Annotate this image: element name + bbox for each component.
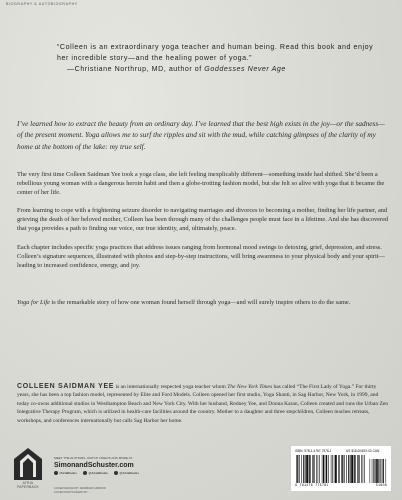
description-body <box>17 170 389 307</box>
publisher-imprint: PAPERBACK <box>17 485 39 489</box>
credit-line: COVER PHOTOGRAPH BY ... <box>54 490 91 494</box>
publisher-wordmark: ATRIA <box>22 481 34 485</box>
website-link[interactable]: SimonandSchuster.com <box>54 461 134 469</box>
quote-attribution <box>67 64 375 75</box>
instagram-icon <box>114 471 118 475</box>
credit-line: COVER DESIGN BY JENNIFER CARROW <box>54 487 106 490</box>
web-line: MEET THE AUTHORS, WATCH VIDEOS AND MORE AT <box>54 456 133 460</box>
publisher-logo <box>13 447 43 481</box>
bio-text: is an internationally respected yoga teacher whom <box>114 384 228 390</box>
barcode-icon <box>295 455 387 483</box>
publisher-name <box>10 481 46 489</box>
intro-quote: I’ve learned how to extract the beauty from an ordinary day. I’ve learned that the best high exists in the joy—or the sadness—of the present moment. Yoga allows me to surf the ripples and sit with the mud, while catching glimpses of the clarity of my home at the bottom of the lake: my true self. <box>17 119 385 151</box>
facebook-icon <box>54 471 58 475</box>
bio-publication: The New York Times <box>227 384 273 390</box>
social-item[interactable] <box>114 471 139 475</box>
attribution-book: Goddesses Never Age <box>204 65 286 73</box>
author-name: COLLEEN SAIDMAN YEE <box>17 383 115 390</box>
social-item[interactable] <box>83 471 108 475</box>
endorsement-quote <box>57 42 375 75</box>
barcode-ean: 9 781476 775781 <box>295 484 329 488</box>
description-paragraph: From learning to cope with a frightening seizure disorder to navigating marriages and divorces to becoming a mother, finding her life partner, and grieving the death of her beloved mother, Colleen has been through many of the challenges people must face in a lifetime. And she has discovered that yoga provides a path to finding our voice, our true identity, and, ultimately, peace. <box>17 207 389 233</box>
twitter-icon <box>83 471 87 475</box>
cover-credits <box>54 487 184 494</box>
description-paragraph: The very first time Colleen Saidman Yee took a yoga class, she left feeling inexplicably different—something inside had shifted. She’d been a rebellious young woman with a dangerous heroin habit and then a globe-trotting fashion model, but she felt so alive with yoga that it became the center of her life. <box>17 171 385 197</box>
description-text: is the remarkable story of how one woman found herself through yoga—and will surely inspire others to do the same. <box>49 299 351 306</box>
quote-text: “Colleen is an extraordinary yoga teacher and human being. Read this book and enjoy her incredible story—and the healing power of yoga.” <box>57 43 374 62</box>
social-handle: /AtriaBooks <box>59 470 77 475</box>
description-paragraph <box>17 298 389 307</box>
price-label: US $16.00/$19.00 CAN <box>346 449 380 453</box>
attribution-prefix: —Christiane Northrup, MD, author of <box>67 65 205 73</box>
description-paragraph: Each chapter includes specific yoga practices that address issues ranging from hormonal mood swings to detoxing, grief, depression, and stress. Colleen’s signature sequences, illustrated with photos and step-by-step instructions, will bring awareness to your physical body and your spirit—leading to increased confidence, energy, and joy. <box>17 244 385 270</box>
book-title: Yoga for Life <box>17 299 50 306</box>
author-bio <box>17 383 389 425</box>
barcode-addon: 51600 <box>375 484 387 488</box>
isbn-label: ISBN: 978-1-4767-7578-1 <box>295 449 332 453</box>
social-handle: @AtriaBooks <box>119 470 139 475</box>
publisher-web <box>54 456 184 475</box>
bio-text: has called “The First Lady of Yoga.” For thirty years, she has been a top fashion model, represented by Elite and Ford Models. Colleen opened her first studio, Yoga Shanti, in Sag Harbor, New York, in 1999, and today co-owns additional studios in Westhampton Beach and New York City. With her husband, Rodney Yee, and Donna Karan, Colleen created and runs the Urban Zen Integrative Therapy Program, which is utilized in health-care facilities around the country. Mother to a daughter and three stepchildren, Colleen teaches retreats, workshops, and conferences internationally but calls Sag Harbor her home. <box>17 384 389 424</box>
social-handle: @AtriaBooks <box>88 470 108 475</box>
social-item[interactable] <box>54 471 77 475</box>
barcode-number <box>295 484 387 488</box>
social-links <box>54 471 184 475</box>
genre-label: BIOGRAPHY & AUTOBIOGRAPHY <box>6 2 78 6</box>
